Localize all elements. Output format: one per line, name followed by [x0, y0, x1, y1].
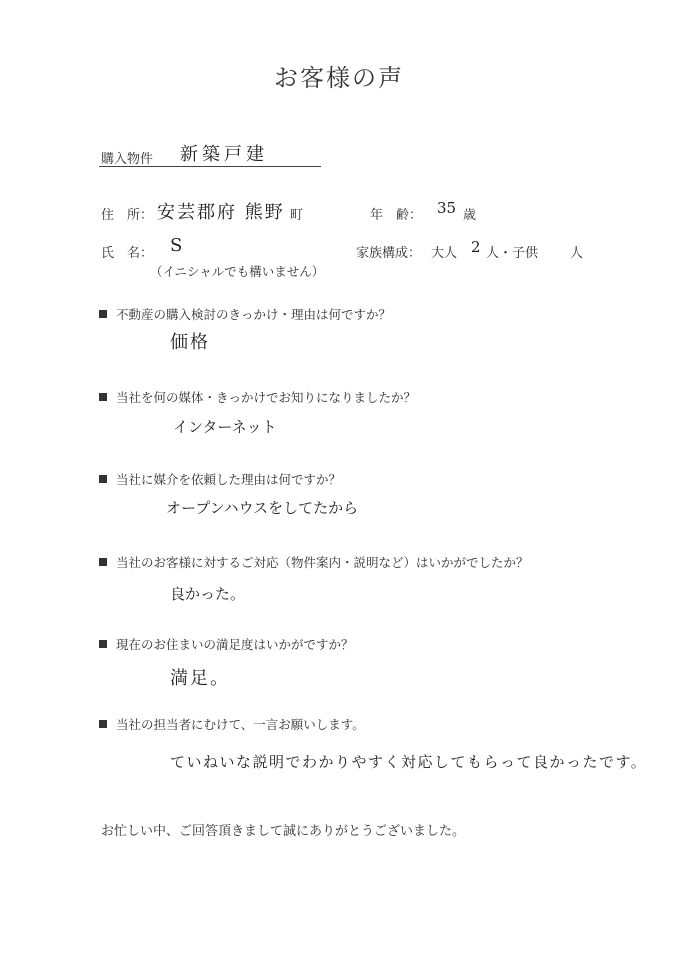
property-underline [99, 166, 321, 167]
family-label: 家族構成： [356, 246, 422, 261]
answer-3: オープンハウスをしてたから [166, 499, 359, 517]
question-6-text: 当社の担当者にむけて、一言お願いします。 [116, 717, 365, 732]
property-value: 新築戸建 [180, 144, 268, 165]
question-4-text: 当社のお客様に対するご対応（物件案内・説明など）はいかがでしたか？ [116, 555, 529, 570]
answer-2: インターネット [173, 418, 277, 436]
answer-4: 良かった。 [170, 585, 246, 603]
question-3-text: 当社に媒介を依頼した理由は何ですか？ [116, 472, 342, 487]
family-child-unit: 人 [570, 246, 584, 261]
question-6 [99, 715, 365, 733]
family-adult-value: 2 [471, 238, 481, 256]
answer-1: 価格 [170, 332, 210, 353]
name-value: S [170, 235, 183, 256]
family-adult-label: 大人 [431, 246, 458, 261]
answer-6: ていねいな説明でわかりやすく対応してもらって良かったです。 [170, 753, 648, 771]
family-adult-unit: 人・子供 [486, 246, 539, 261]
bullet-square-icon [99, 393, 107, 401]
name-label: 氏 名： [101, 246, 154, 261]
bullet-square-icon [99, 640, 107, 648]
name-note: （イニシャルでも構いません） [150, 264, 325, 279]
address-label: 住 所： [101, 208, 154, 223]
question-2 [99, 388, 416, 406]
age-suffix: 歳 [463, 208, 477, 223]
page-title: お客様の声 [274, 64, 404, 92]
address-value: 安芸郡府 熊野 [157, 202, 285, 223]
property-label: 購入物件 [101, 152, 154, 167]
question-3 [99, 470, 341, 488]
address-suffix: 町 [290, 208, 304, 223]
bullet-square-icon [99, 720, 107, 728]
bullet-square-icon [99, 475, 107, 483]
question-1-text: 不動産の購入検討のきっかけ・理由は何ですか？ [116, 307, 392, 322]
question-1 [99, 305, 391, 323]
bullet-square-icon [99, 310, 107, 318]
age-label: 年 齢： [370, 208, 423, 223]
question-5-text: 現在のお住まいの満足度はいかがですか？ [116, 637, 354, 652]
bullet-square-icon [99, 558, 107, 566]
question-2-text: 当社を何の媒体・きっかけでお知りになりましたか？ [116, 390, 417, 405]
answer-5: 満足。 [170, 668, 230, 689]
question-5 [99, 635, 354, 653]
closing-message: お忙しい中、ご回答頂きまして誠にありがとうございました。 [101, 824, 466, 839]
age-value: 35 [437, 199, 457, 217]
question-4 [99, 553, 529, 571]
